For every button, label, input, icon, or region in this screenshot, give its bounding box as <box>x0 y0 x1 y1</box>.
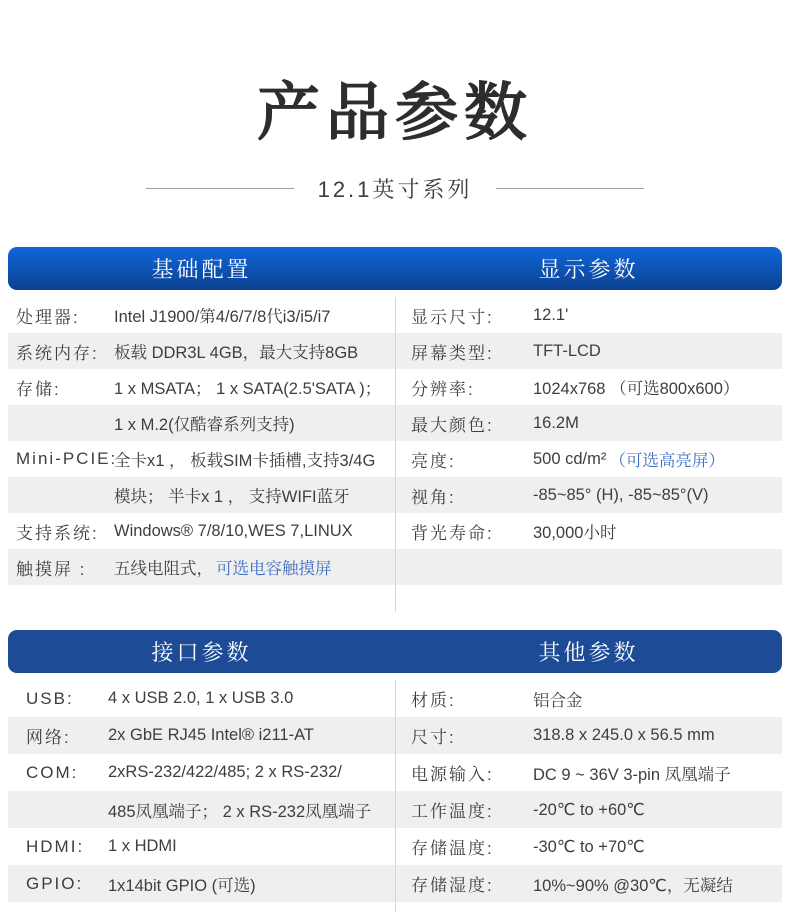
spec-value: 10%~90% @30℃，无凝结 <box>533 876 733 895</box>
spec-label: 屏幕类型: <box>411 343 494 363</box>
series-subtitle <box>0 175 790 201</box>
spec-value: 1 x M.2(仅酷睿系列支持) <box>114 416 295 434</box>
column-other-params <box>395 680 782 902</box>
header-display-params: 显示参数 <box>538 257 639 282</box>
spec-value: 30,000小时 <box>533 524 617 542</box>
spec-value: 2x GbE RJ45 Intel® i211-AT <box>108 726 314 744</box>
spec-row-screen-type <box>395 333 782 369</box>
spec-value: -20℃ to +60℃ <box>533 800 645 819</box>
spec-row-resolution <box>395 369 782 405</box>
spec-row-storage <box>8 369 395 405</box>
spec-label: 网络: <box>26 728 71 747</box>
spec-row-material <box>395 680 782 717</box>
spec-row-brightness <box>395 441 782 477</box>
spec-label: 工作温度: <box>411 802 494 821</box>
spec-value: Intel J1900/第4/6/7/8代i3/i5/i7 <box>114 308 331 326</box>
header-interface-params: 接口参数 <box>151 640 252 665</box>
header-other-params: 其他参数 <box>538 640 639 665</box>
spec-value: TFT-LCD <box>533 341 601 360</box>
spec-row-com <box>8 754 395 791</box>
spec-value: 板载 DDR3L 4GB，最大支持8GB <box>114 344 359 362</box>
spec-row-max-colors <box>395 405 782 441</box>
spec-row-storage-humidity <box>395 865 782 902</box>
spec-value: 16.2M <box>533 413 579 432</box>
subtitle-left-line <box>146 188 294 189</box>
spec-row-cpu <box>8 297 395 333</box>
spec-value: 1x14bit GPIO (可选) <box>108 876 256 895</box>
spec-label: 触摸屏 : <box>16 559 87 579</box>
spec-value: 485凤凰端子； 2 x RS-232凤凰端子 <box>108 802 372 821</box>
spec-row-minipcie <box>8 441 395 477</box>
spec-value: 模块； 半卡x 1 ， 支持WIFI蓝牙 <box>114 488 350 506</box>
spec-label: 材质: <box>411 691 456 710</box>
spec-row-touchscreen <box>8 549 395 585</box>
section-interface-and-other <box>0 630 790 912</box>
spec-row-minipcie-cont <box>8 477 395 513</box>
spec-value-option: （可选高亮屏） <box>609 452 725 470</box>
subtitle-right-line <box>496 188 644 189</box>
spec-label: COM: <box>26 762 79 782</box>
spec-row-viewing-angle <box>395 477 782 513</box>
spec-value: 500 cd/m² <box>533 449 607 468</box>
spec-row-com-cont <box>8 791 395 828</box>
section2-header-bar <box>8 630 782 673</box>
spec-label: 背光寿命: <box>411 523 494 543</box>
spec-label: 显示尺寸: <box>411 307 494 327</box>
spec-label: 处理器: <box>16 307 80 327</box>
header-basic-config: 基础配置 <box>151 257 252 282</box>
spec-label: GPIO: <box>26 873 84 893</box>
spec-value: 12.1' <box>533 305 569 324</box>
section-basic-and-display <box>0 247 790 612</box>
spec-label: 存储湿度: <box>411 876 494 895</box>
spec-label: 存储: <box>16 379 61 399</box>
spec-label: USB: <box>26 688 74 708</box>
spec-value: 全卡x1 ， 板载SIM卡插槽,支持3/4G <box>114 452 376 470</box>
column-basic-config <box>8 297 395 585</box>
spec-label: 存储温度: <box>411 839 494 858</box>
spec-label: 视角: <box>411 487 456 507</box>
column-interface-params <box>8 680 395 902</box>
spec-value: 1 x MSATA； 1 x SATA(2.5'SATA )； <box>114 380 382 398</box>
spec-row-gpio <box>8 865 395 902</box>
spec-row-memory <box>8 333 395 369</box>
spec-value: 318.8 x 245.0 x 56.5 mm <box>533 726 715 744</box>
spec-value: 4 x USB 2.0, 1 x USB 3.0 <box>108 689 294 707</box>
spec-label: 分辨率: <box>411 379 475 399</box>
section1-header-bar <box>8 247 782 290</box>
spec-value: Windows® 7/8/10,WES 7,LINUX <box>114 521 353 540</box>
spec-value: -85~85° (H), -85~85°(V) <box>533 485 709 504</box>
spec-value: 1024x768 （可选800x600） <box>533 380 740 398</box>
spec-table-basic-display <box>8 297 782 612</box>
spec-row-dimensions <box>395 717 782 754</box>
spec-row-power-input <box>395 754 782 791</box>
series-label: 12.1英寸系列 <box>317 176 473 202</box>
spec-value: DC 9 ~ 36V 3-pin 凤凰端子 <box>533 765 731 784</box>
spec-row-empty <box>395 549 782 585</box>
spec-row-storage-cont <box>8 405 395 441</box>
spec-label: 亮度: <box>411 451 456 471</box>
spec-value: 五线电阻式， <box>114 560 213 578</box>
spec-row-display-size <box>395 297 782 333</box>
column-display-params <box>395 297 782 585</box>
page-title: 产品参数 <box>257 78 533 148</box>
spec-label: 尺寸: <box>411 728 456 747</box>
spec-label: 支持系统: <box>16 523 99 543</box>
spec-row-operating-temp <box>395 791 782 828</box>
spec-label: 电源输入: <box>411 765 494 784</box>
spec-value: 1 x HDMI <box>108 837 177 855</box>
spec-row-storage-temp <box>395 828 782 865</box>
spec-value: 铝合金 <box>533 691 583 710</box>
spec-row-os <box>8 513 395 549</box>
spec-row-usb <box>8 680 395 717</box>
spec-row-backlight-life <box>395 513 782 549</box>
spec-value: 2xRS-232/422/485; 2 x RS-232/ <box>108 763 342 781</box>
spec-label: 最大颜色: <box>411 415 494 435</box>
spec-value-option: 可选电容触摸屏 <box>216 560 332 578</box>
spec-row-hdmi <box>8 828 395 865</box>
spec-label: 系统内存: <box>16 343 99 363</box>
spec-table-interface-other <box>8 680 782 912</box>
spec-label: HDMI: <box>26 836 85 856</box>
spec-label: Mini-PCIE: <box>16 449 118 468</box>
spec-value: -30℃ to +70℃ <box>533 837 645 856</box>
spec-row-network <box>8 717 395 754</box>
